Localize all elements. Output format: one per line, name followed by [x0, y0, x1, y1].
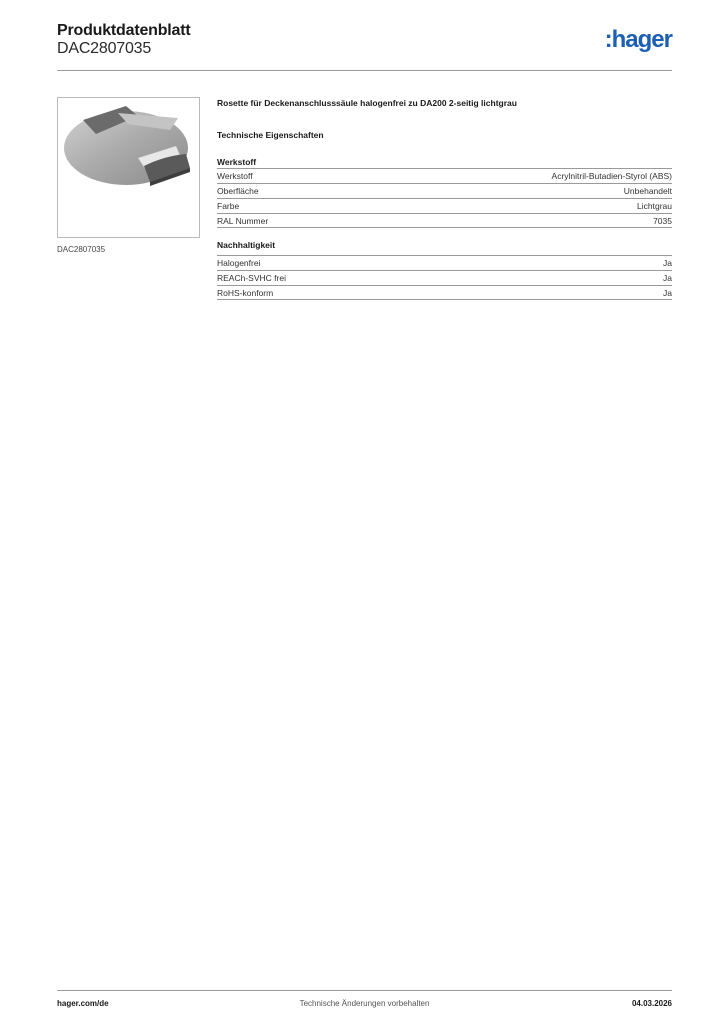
- footer-notice: Technische Änderungen vorbehalten: [299, 999, 430, 1008]
- logo-text: :hager: [604, 26, 672, 53]
- property-name: Halogenfrei: [217, 258, 261, 268]
- property-name: Farbe: [217, 201, 240, 211]
- property-value: Ja: [663, 273, 672, 283]
- property-value: Ja: [663, 258, 672, 268]
- table-divider: [217, 299, 672, 300]
- page-header: [57, 22, 672, 71]
- page-footer: [57, 990, 672, 1015]
- table-row: [217, 183, 672, 198]
- group-title-sustainability: Nachhaltigkeit: [217, 240, 276, 250]
- hager-logo: [590, 27, 672, 53]
- product-details: [217, 97, 672, 298]
- table-row: [217, 168, 672, 183]
- property-value: 7035: [653, 216, 672, 226]
- property-value: Lichtgrau: [637, 201, 672, 211]
- property-name: Oberfläche: [217, 186, 259, 196]
- property-name: RAL Nummer: [217, 216, 269, 226]
- document-title: Produktdatenblatt: [57, 22, 191, 39]
- technical-properties-heading: Technische Eigenschaften: [217, 130, 324, 140]
- property-name: Werkstoff: [217, 171, 253, 181]
- table-divider: [217, 227, 672, 228]
- property-value: Acrylnitril-Butadien-Styrol (ABS): [551, 171, 672, 181]
- image-caption: DAC2807035: [57, 245, 106, 254]
- product-image: [57, 97, 200, 238]
- website-link[interactable]: hager.com/de: [57, 999, 109, 1008]
- product-description: Rosette für Deckenanschlusssäule halogenfrei zu DA200 2-seitig lichtgrau: [217, 98, 517, 108]
- table-row: [217, 270, 672, 285]
- property-value: Unbehandelt: [623, 186, 672, 196]
- table-row: [217, 255, 672, 270]
- document-date: 04.03.2026: [631, 999, 672, 1008]
- rosette-illustration: [58, 98, 199, 237]
- property-name: REACh-SVHC frei: [217, 273, 286, 283]
- group-title-material: Werkstoff: [217, 157, 257, 167]
- table-row: [217, 198, 672, 213]
- property-name: RoHS-konform: [217, 288, 274, 298]
- table-row: [217, 213, 672, 228]
- product-code: DAC2807035: [57, 40, 152, 57]
- table-row: [217, 285, 672, 300]
- property-value: Ja: [663, 288, 672, 298]
